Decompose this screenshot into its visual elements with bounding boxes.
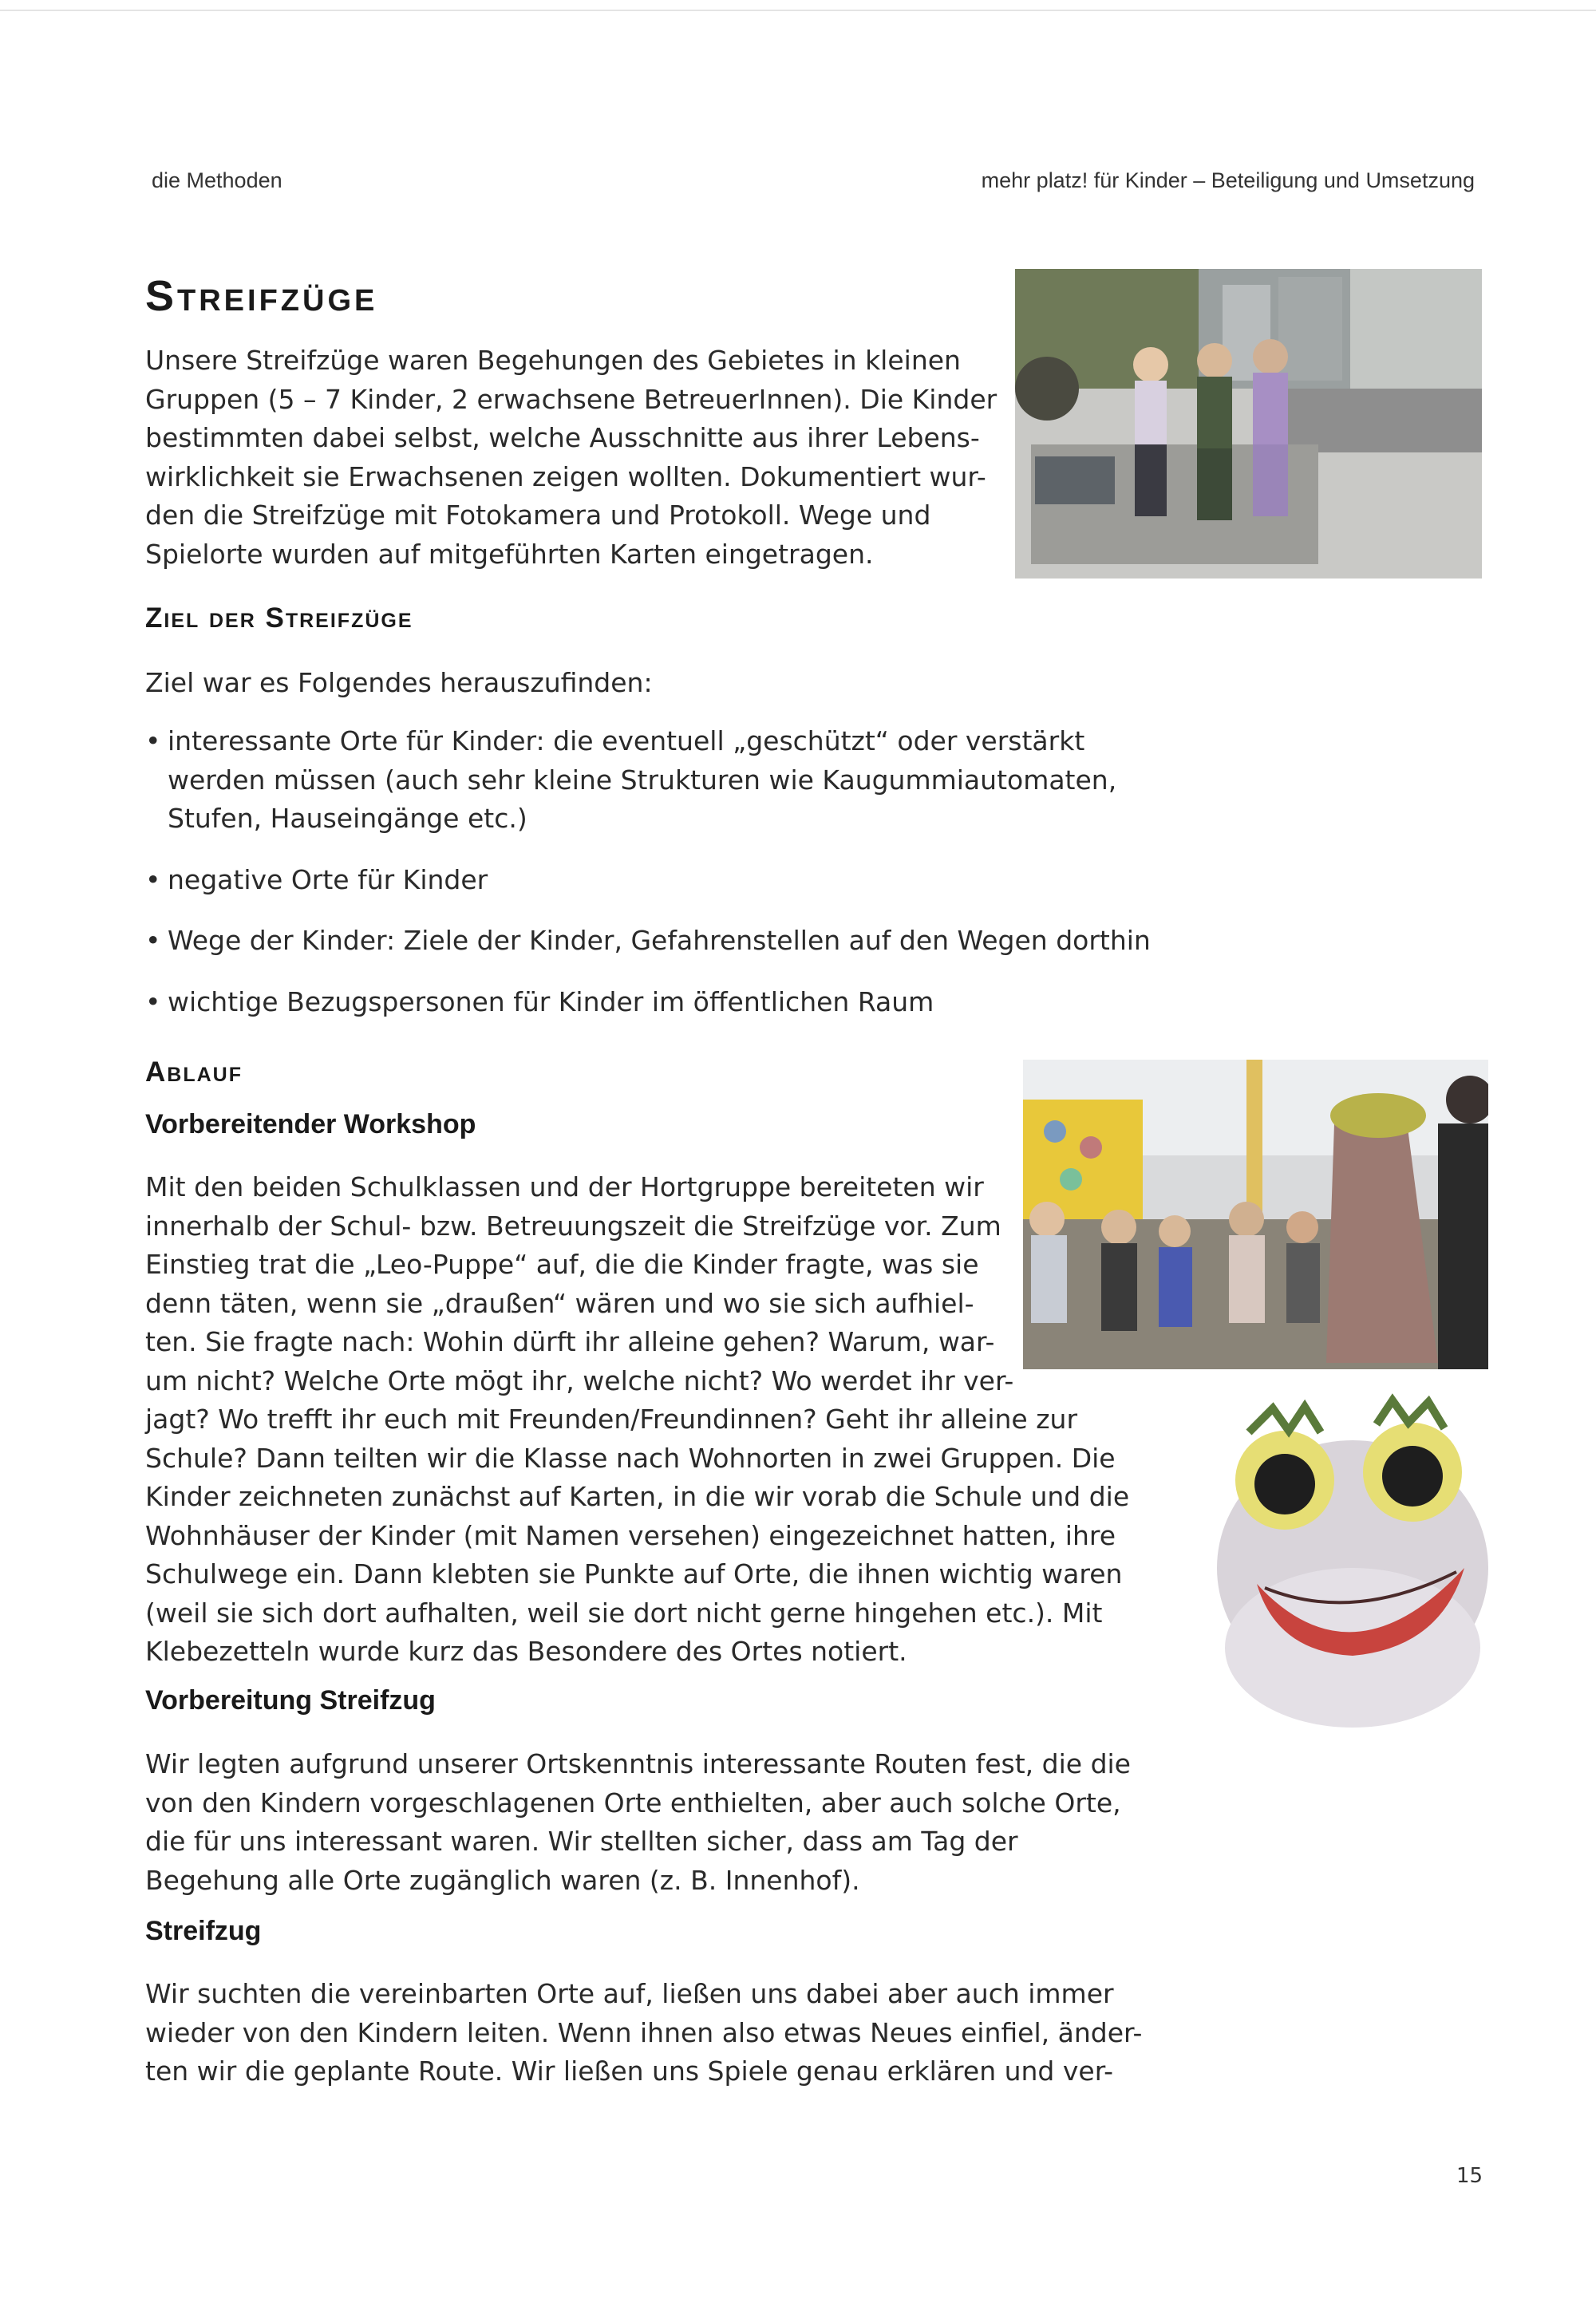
text-line: Stufen, Hauseingänge etc.)	[168, 803, 527, 834]
text-line: Schulwege ein. Dann klebten sie Punkte auf Orte, die ihnen wichtig waren	[145, 1558, 1123, 1589]
bullet-icon: •	[145, 863, 161, 895]
text-line: wieder von den Kindern leiten. Wenn ihnen also etwas Neues einfiel, änder-	[145, 2016, 1143, 2048]
street-children-photo	[1015, 269, 1482, 579]
subheading-streifzug: Streifzug	[145, 1916, 262, 1946]
text-line: (weil sie sich dort aufhalten, weil sie dort nicht gerne hingehen etc.). Mit	[145, 1597, 1103, 1629]
section-heading-ablauf: Ablauf	[145, 1056, 243, 1088]
header-publication-title: mehr platz! für Kinder – Beteiligung und Umsetzung	[981, 168, 1475, 192]
text-line: Wege der Kinder: Ziele der Kinder, Gefahrenstellen auf den Wegen dorthin	[168, 925, 1151, 956]
page-title: Streifzüge	[145, 272, 378, 320]
text-line: den die Streifzüge mit Fotokamera und Protokoll. Wege und	[145, 500, 931, 531]
text-line: wirklichkeit sie Erwachsenen zeigen wollten. Dokumentiert wur-	[145, 460, 986, 492]
text-line: um nicht? Welche Orte mögt ihr, welche nicht? Wo werdet ihr ver-	[145, 1364, 1014, 1396]
text-line: Wir legten aufgrund unserer Ortskenntnis interessante Routen fest, die die	[145, 1748, 1131, 1779]
subheading-workshop: Vorbereitender Workshop	[145, 1109, 476, 1139]
text-line: wichtige Bezugspersonen für Kinder im öffentlichen Raum	[168, 985, 934, 1017]
list-item	[145, 861, 1151, 900]
page-number: 15	[1456, 2164, 1483, 2188]
text-line: Begehung alle Orte zugänglich waren (z. B. Innenhof).	[145, 1864, 860, 1896]
classroom-puppet-illustration	[1023, 1060, 1488, 1369]
intro-paragraph	[145, 342, 997, 574]
text-line: Klebezetteln wurde kurz das Besondere des Ortes notiert.	[145, 1636, 907, 1667]
frog-puppet-illustration	[1201, 1384, 1488, 1728]
text-line: ten. Sie fragte nach: Wohin dürft ihr alleine gehen? Warum, war-	[145, 1326, 995, 1357]
subheading-vorbereitung: Vorbereitung Streifzug	[145, 1685, 436, 1716]
text-line: von den Kindern vorgeschlagenen Orte enthielten, aber auch solche Orte,	[145, 1787, 1121, 1818]
bullet-icon: •	[145, 985, 161, 1017]
text-line: ten wir die geplante Route. Wir ließen uns Spiele genau erklären und ver-	[145, 2055, 1114, 2087]
classroom-puppet-photo	[1023, 1060, 1488, 1369]
text-line: negative Orte für Kinder	[168, 863, 488, 895]
text-line: interessante Orte für Kinder: die eventuell „geschützt“ oder verstärkt	[168, 725, 1085, 756]
vorbereitung-paragraph	[145, 1745, 1131, 1900]
text-line: bestimmten dabei selbst, welche Ausschnitte aus ihrer Lebens-	[145, 422, 980, 453]
text-line: Einstieg trat die „Leo-Puppe“ auf, die die Kinder fragte, was sie	[145, 1249, 979, 1280]
header-section-label: die Methoden	[152, 168, 282, 192]
text-line: Wohnhäuser der Kinder (mit Namen versehen) eingezeichnet hatten, ihre	[145, 1519, 1116, 1551]
text-line: Mit den beiden Schulklassen und der Hortgruppe bereiteten wir	[145, 1171, 984, 1202]
section-heading-ziel: Ziel der Streifzüge	[145, 602, 413, 634]
ziel-intro: Ziel war es Folgendes herauszufinden:	[145, 667, 653, 698]
text-line: Wir suchten die vereinbarten Orte auf, ließen uns dabei aber auch immer	[145, 1978, 1114, 2009]
list-item	[145, 922, 1151, 961]
streifzug-paragraph	[145, 1975, 1142, 2091]
bullet-icon: •	[145, 925, 161, 956]
text-line: die für uns interessant waren. Wir stellten sicher, dass am Tag der	[145, 1826, 1018, 1857]
top-rule	[0, 10, 1596, 11]
text-line: Spielorte wurden auf mitgeführten Karten eingetragen.	[145, 538, 874, 570]
street-children-illustration	[1015, 269, 1482, 579]
list-item	[145, 722, 1151, 839]
text-line: Schule? Dann teilten wir die Klasse nach Wohnorten in zwei Gruppen. Die	[145, 1442, 1116, 1474]
bullet-icon: •	[145, 725, 161, 756]
text-line: Unsere Streifzüge waren Begehungen des Gebietes in kleinen	[145, 345, 961, 376]
text-line: Kinder zeichneten zunächst auf Karten, in die wir vorab die Schule und die	[145, 1481, 1130, 1512]
workshop-paragraph	[145, 1168, 1129, 1672]
frog-puppet-photo	[1201, 1384, 1488, 1728]
text-line: Gruppen (5 – 7 Kinder, 2 erwachsene BetreuerInnen). Die Kinder	[145, 383, 998, 415]
text-line: jagt? Wo trefft ihr euch mit Freunden/Freundinnen? Geht ihr alleine zur	[145, 1404, 1078, 1435]
list-item	[145, 983, 1151, 1022]
ziel-bullet-list	[145, 722, 1151, 1044]
text-line: denn täten, wenn sie „draußen“ wären und wo sie sich aufhiel-	[145, 1287, 974, 1319]
text-line: innerhalb der Schul- bzw. Betreuungszeit die Streifzüge vor. Zum	[145, 1210, 1001, 1242]
text-line: werden müssen (auch sehr kleine Strukturen wie Kaugummiautomaten,	[168, 764, 1117, 796]
